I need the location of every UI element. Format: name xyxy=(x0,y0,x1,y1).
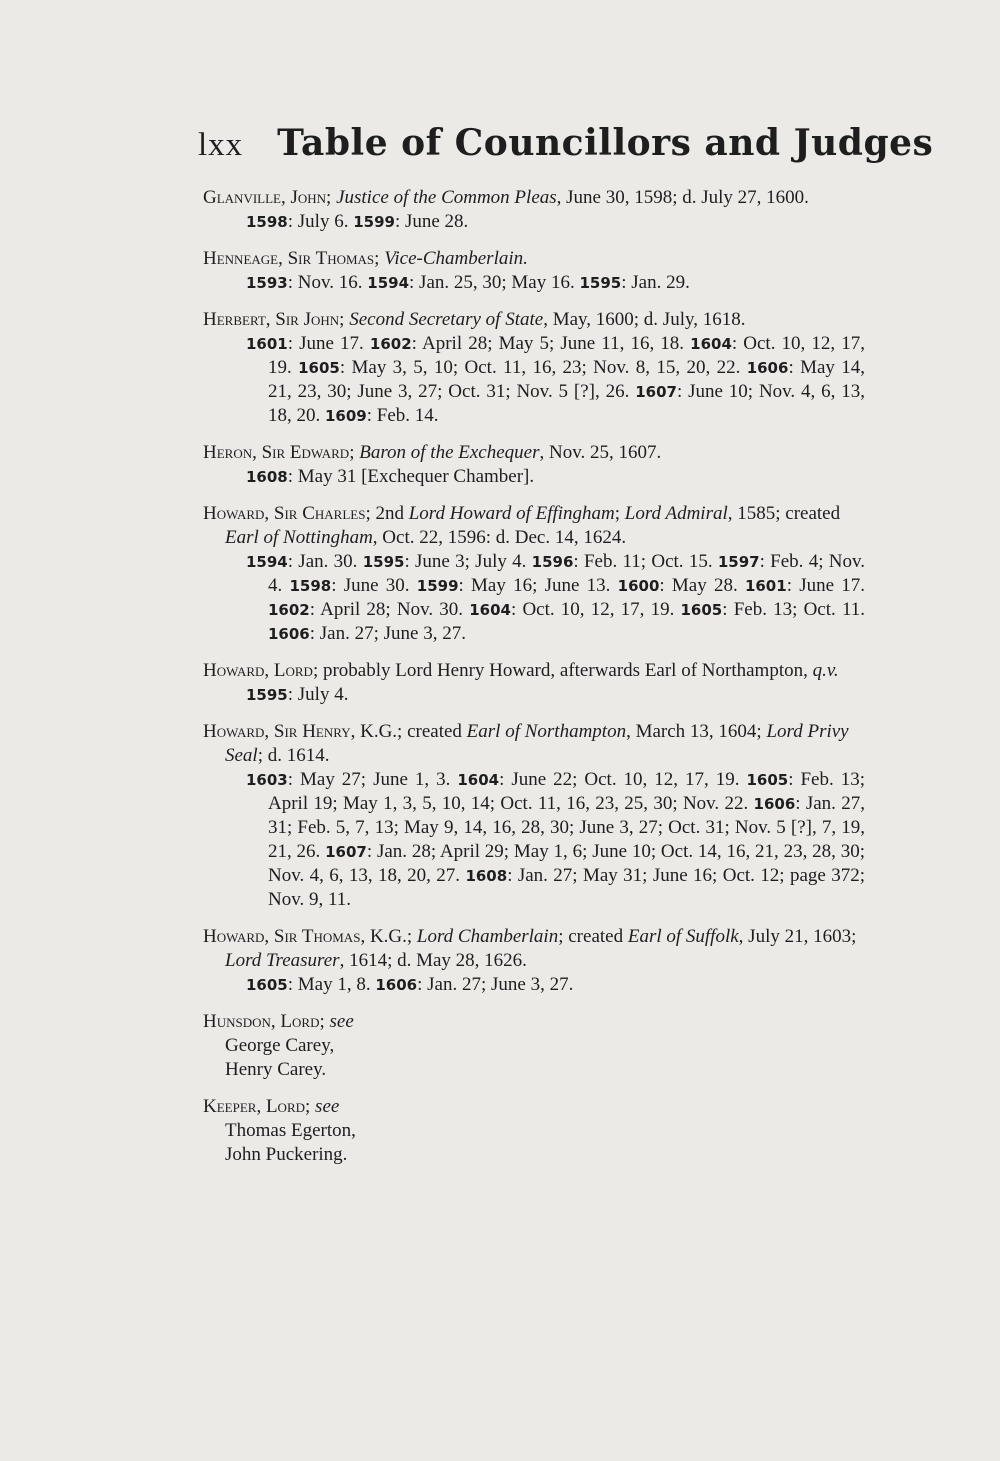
entry-description: , K.G.; xyxy=(360,926,417,947)
cross-reference-name: Thomas Egerton, xyxy=(225,1120,356,1141)
page-header xyxy=(198,122,933,164)
entry-title-italic: Baron of the Exchequer xyxy=(359,442,540,463)
entry-surname: Hunsdon xyxy=(203,1011,271,1032)
entry-surname: Howard xyxy=(203,926,265,947)
entry-title-italic: Vice-Chamberlain. xyxy=(384,248,528,269)
attendance-year: 1607 xyxy=(635,383,677,401)
entry-attendance-dates xyxy=(203,465,865,489)
cross-reference-list xyxy=(203,1119,865,1167)
attendance-days: : June 10; Nov. 4, 6, 13, 18, 20. xyxy=(268,381,866,426)
entry-given-name: Sir John xyxy=(275,309,340,330)
entry-given-name: Lord xyxy=(265,1096,306,1117)
attendance-year: 1606 xyxy=(753,795,796,813)
attendance-year: 1605 xyxy=(680,601,723,619)
entry-title-italic: Earl of Northampton xyxy=(466,721,627,742)
see-reference: see xyxy=(315,1096,340,1117)
attendance-year: 1605 xyxy=(298,359,340,377)
attendance-days: : May 28. xyxy=(659,575,745,596)
attendance-days: : June 22; Oct. 10, 12, 17, 19. xyxy=(499,769,747,790)
entry-description: , 1585; created xyxy=(727,503,841,524)
attendance-days: : June 28. xyxy=(394,211,469,232)
entry-description: , June 30, 1598; d. July 27, 1600. xyxy=(556,187,809,208)
entry-heading: Hunsdon, Lord; see xyxy=(203,1011,354,1032)
entry-description: ; xyxy=(326,187,337,208)
entry-heading: Glanville, John; Justice of the Common Pleas, June 30, 1598; d. July 27, 1600. xyxy=(203,187,809,208)
attendance-days: : July 6. xyxy=(287,211,354,232)
attendance-days: : Nov. 16. xyxy=(287,272,368,293)
entry-surname: Howard xyxy=(203,503,265,524)
entry-given-name: Sir Thomas xyxy=(287,248,375,269)
attendance-year: 1601 xyxy=(744,577,787,595)
entry-heading: Herbert, Sir John; Second Secretary of State, May, 1600; d. July, 1618. xyxy=(203,309,746,330)
entry-given-name: Sir Charles xyxy=(273,503,366,524)
attendance-year: 1603 xyxy=(246,771,288,789)
attendance-days: : June 17. xyxy=(287,333,370,354)
attendance-days: : Jan. 28; April 29; May 1, 6; June 10; Oct. 14, 16, 21, 23, 28, 30; Nov. 4, 6, 13, 18, 20, 27. xyxy=(268,841,865,886)
attendance-year: 1604 xyxy=(690,335,732,353)
attendance-days: : May 1, 8. xyxy=(287,974,376,995)
entry-title-italic: Lord Privy Seal xyxy=(225,721,849,766)
attendance-days: : April 28; Nov. 30. xyxy=(309,599,470,620)
attendance-days: : May 31 [Exchequer Chamber]. xyxy=(287,466,535,487)
attendance-year: 1604 xyxy=(469,601,511,619)
attendance-year: 1595 xyxy=(362,553,405,571)
entry-heading: Keeper, Lord; see xyxy=(203,1096,340,1117)
entry-description: ; probably Lord Henry Howard, afterwards Earl of Northampton, xyxy=(312,660,813,681)
entry-title-italic: Lord Chamberlain xyxy=(416,926,559,947)
attendance-year: 1598 xyxy=(289,577,332,595)
attendance-year: 1599 xyxy=(416,577,459,595)
entry-attendance-dates xyxy=(203,210,865,234)
entry-description: ; xyxy=(339,309,350,330)
attendance-days: : Jan. 30. xyxy=(287,551,363,572)
index-entry xyxy=(203,659,865,707)
entry-heading: Howard, Sir Henry, K.G.; created Earl of Northampton, March 13, 1604; Lord Privy Seal; d. 1614. xyxy=(203,721,849,766)
index-entry xyxy=(203,247,865,295)
attendance-year: 1593 xyxy=(246,274,288,292)
cross-reference-name: John Puckering. xyxy=(225,1144,348,1165)
index-entry xyxy=(203,186,865,234)
attendance-year: 1606 xyxy=(746,359,789,377)
attendance-year: 1595 xyxy=(579,274,622,292)
attendance-days: : July 4. xyxy=(287,684,349,705)
attendance-days: : Feb. 14. xyxy=(366,405,439,426)
attendance-days: : June 17. xyxy=(786,575,866,596)
attendance-days: : Jan. 27; May 31; June 16; Oct. 12; page 372; Nov. 9, 11. xyxy=(268,865,865,910)
entry-description: ; d. 1614. xyxy=(257,745,330,766)
entry-attendance-dates xyxy=(203,973,865,997)
entry-description: ; created xyxy=(558,926,628,947)
entry-given-name: Sir Thomas xyxy=(273,926,361,947)
index-entries xyxy=(203,186,865,1180)
attendance-days: : June 3; July 4. xyxy=(404,551,532,572)
running-title: Table of Councillors and Judges xyxy=(277,122,934,164)
attendance-year: 1605 xyxy=(246,976,288,994)
entry-surname: Heron xyxy=(203,442,253,463)
index-entry xyxy=(203,502,865,646)
attendance-days: : May 3, 5, 10; Oct. 11, 16, 23; Nov. 8, 15, 20, 22. xyxy=(339,357,747,378)
attendance-year: 1606 xyxy=(268,625,310,643)
entry-description: ; xyxy=(349,442,360,463)
entry-description: ; xyxy=(614,503,625,524)
entry-description: ; xyxy=(374,248,385,269)
attendance-year: 1605 xyxy=(746,771,789,789)
entry-description: ; 2nd xyxy=(365,503,409,524)
attendance-days: : May 14, 21, 23, 30; June 3, 27; Oct. 31; Nov. 5 [?], 26. xyxy=(268,357,865,402)
entry-description: , Nov. 25, 1607. xyxy=(539,442,662,463)
see-reference: see xyxy=(329,1011,354,1032)
attendance-year: 1606 xyxy=(375,976,418,994)
index-entry xyxy=(203,308,865,428)
index-entry xyxy=(203,1095,865,1167)
entry-attendance-dates xyxy=(203,271,865,295)
entry-given-name: Lord xyxy=(273,660,313,681)
attendance-days: : June 30. xyxy=(331,575,417,596)
entry-heading: Howard, Lord; probably Lord Henry Howard, afterwards Earl of Northampton, q.v. xyxy=(203,660,839,681)
attendance-year: 1600 xyxy=(617,577,660,595)
attendance-year: 1602 xyxy=(369,335,412,353)
attendance-days: : May 27; June 1, 3. xyxy=(287,769,458,790)
attendance-year: 1599 xyxy=(353,213,395,231)
attendance-days: : Jan. 29. xyxy=(621,272,690,293)
index-entry xyxy=(203,441,865,489)
entry-attendance-dates xyxy=(203,683,865,707)
entry-heading: Howard, Sir Thomas, K.G.; Lord Chamberlain; created Earl of Suffolk, July 21, 1603; Lord Treasurer, 1614; d. May 28, 1626. xyxy=(203,926,857,971)
attendance-year: 1601 xyxy=(246,335,288,353)
entry-title-italic: Second Secretary of State xyxy=(349,309,544,330)
attendance-days: : Feb. 11; Oct. 15. xyxy=(573,551,718,572)
entry-title-italic: q.v. xyxy=(812,660,839,681)
attendance-days: : May 16; June 13. xyxy=(458,575,618,596)
attendance-days: : Jan. 25, 30; May 16. xyxy=(409,272,580,293)
entry-heading: Howard, Sir Charles; 2nd Lord Howard of Effingham; Lord Admiral, 1585; created Earl of Nottingham, Oct. 22, 1596: d. Dec. 14, 1624. xyxy=(203,503,841,548)
attendance-year: 1608 xyxy=(465,867,508,885)
attendance-days: : Feb. 4; Nov. 4. xyxy=(268,551,865,596)
entry-title-italic: Lord Howard of Effingham xyxy=(408,503,615,524)
entry-title-italic: Earl of Nottingham xyxy=(225,527,373,548)
entry-title-italic: Justice of the Common Pleas xyxy=(336,187,557,208)
entry-heading: Henneage, Sir Thomas; Vice-Chamberlain. xyxy=(203,248,528,269)
attendance-days: : April 28; May 5; June 11, 16, 18. xyxy=(411,333,691,354)
attendance-days: : Jan. 27, 31; Feb. 5, 7, 13; May 9, 14, 16, 28, 30; June 3, 27; Oct. 31; Nov. 5 [?], 7, 19, 21, 26. xyxy=(268,793,865,862)
entry-attendance-dates xyxy=(203,768,865,912)
entry-surname: Henneage xyxy=(203,248,279,269)
attendance-year: 1609 xyxy=(325,407,367,425)
attendance-days: : Feb. 13; Oct. 11. xyxy=(722,599,865,620)
entry-description: , July 21, 1603; xyxy=(738,926,857,947)
index-entry xyxy=(203,720,865,912)
entry-given-name: Sir Edward xyxy=(261,442,350,463)
entry-given-name: John xyxy=(290,187,327,208)
entry-heading: Heron, Sir Edward; Baron of the Exchequer, Nov. 25, 1607. xyxy=(203,442,662,463)
entry-given-name: Sir Henry xyxy=(273,721,351,742)
entry-description: , May, 1600; d. July, 1618. xyxy=(543,309,746,330)
entry-title-italic: Lord Admiral xyxy=(624,503,728,524)
attendance-year: 1608 xyxy=(246,468,288,486)
entry-attendance-dates xyxy=(203,550,865,646)
index-entry xyxy=(203,1010,865,1082)
cross-reference-list xyxy=(203,1034,865,1082)
entry-surname: Glanville xyxy=(203,187,281,208)
entry-given-name: Lord xyxy=(280,1011,320,1032)
entry-title-italic: Earl of Suffolk xyxy=(627,926,739,947)
attendance-year: 1597 xyxy=(717,553,760,571)
entry-description: , K.G.; created xyxy=(350,721,467,742)
attendance-year: 1602 xyxy=(268,601,310,619)
page-number: lxx xyxy=(198,127,244,163)
attendance-days: : Jan. 27; June 3, 27. xyxy=(309,623,466,644)
entry-surname: Howard xyxy=(203,721,265,742)
entry-surname: Herbert xyxy=(203,309,266,330)
attendance-year: 1604 xyxy=(457,771,500,789)
attendance-days: : Feb. 13; April 19; May 1, 3, 5, 10, 14; Oct. 11, 16, 23, 25, 30; Nov. 22. xyxy=(268,769,865,814)
attendance-days: : Oct. 10, 12, 17, 19. xyxy=(510,599,681,620)
attendance-days: : Jan. 27; June 3, 27. xyxy=(417,974,574,995)
attendance-days: : Oct. 10, 12, 17, 19. xyxy=(268,333,865,378)
entry-description: , March 13, 1604; xyxy=(626,721,767,742)
index-entry xyxy=(203,925,865,997)
attendance-year: 1596 xyxy=(531,553,574,571)
entry-title-italic: Lord Treasurer xyxy=(225,950,340,971)
cross-reference-name: George Carey, xyxy=(225,1035,335,1056)
entry-attendance-dates xyxy=(203,332,865,428)
entry-surname: Keeper xyxy=(203,1096,257,1117)
attendance-year: 1598 xyxy=(246,213,288,231)
entry-description: , 1614; d. May 28, 1626. xyxy=(339,950,527,971)
attendance-year: 1594 xyxy=(246,553,288,571)
attendance-year: 1594 xyxy=(367,274,410,292)
cross-reference-name: Henry Carey. xyxy=(225,1059,327,1080)
attendance-year: 1595 xyxy=(246,686,288,704)
entry-description: , Oct. 22, 1596: d. Dec. 14, 1624. xyxy=(372,527,627,548)
attendance-year: 1607 xyxy=(325,843,367,861)
entry-surname: Howard xyxy=(203,660,265,681)
